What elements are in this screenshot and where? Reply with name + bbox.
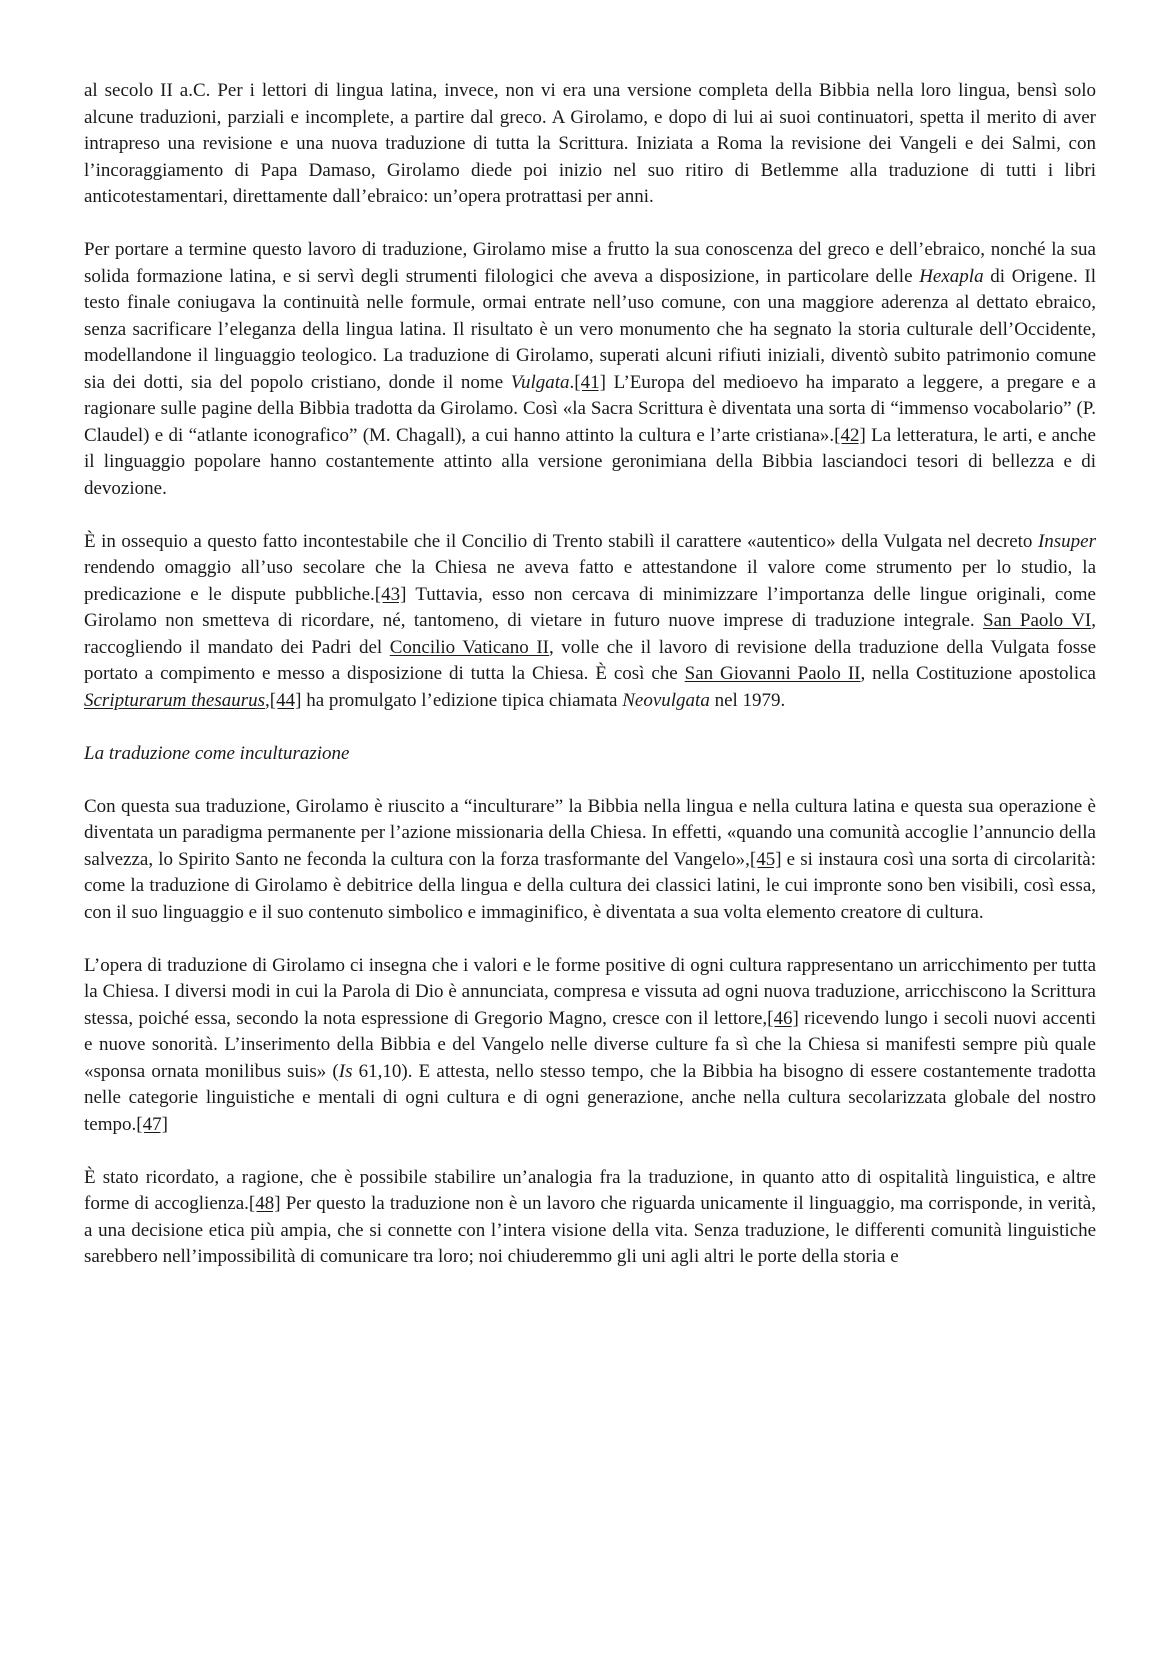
footnote-link[interactable]: [48] [248, 1193, 281, 1214]
paragraph-text: nel 1979. [709, 689, 786, 711]
italic-text: Hexapla [919, 265, 984, 287]
footnote-link[interactable]: [45] [749, 848, 782, 870]
footnote-link[interactable]: [43] [374, 583, 407, 605]
paragraph-text: ricevendo lungo i secoli nuovi accenti e nuove sonorità. L’inserimento della Bibbia e del Vangelo nelle diverse culture fa sì che la Chiesa si manifesti sempre più quale «sponsa ornata monilibus suis» ( [84, 1007, 1096, 1082]
paragraph-text: 61,10). E attesta, nello stesso tempo, che la Bibbia ha bisogno di essere costantemente tradotta nelle categorie linguistiche e mentali di ogni cultura e di ogni generazione, anche nella cultura secolarizzata globale del nostro tempo. [84, 1060, 1096, 1135]
footnote-link[interactable]: [47] [136, 1113, 168, 1135]
paragraph [84, 237, 1096, 502]
italic-text: Neovulgata [622, 689, 710, 711]
paragraph-text: L’opera di traduzione di Girolamo ci insegna che i valori e le forme positive di ogni cultura rappresentano un arricchimento per tutta la Chiesa. I diversi modi in cui la Parola di Dio è annunciata, compresa e vissuta ad ogni nuova traduzione, arricchiscono la Scrittura stessa, poiché essa, secondo la nota espressione di Gregorio Magno, cresce con il lettore, [84, 954, 1096, 1029]
paragraph-text: , raccogliendo il mandato dei Padri del [84, 610, 1096, 658]
paragraph-text: È stato ricordato, a ragione, che è possibile stabilire un’analogia fra la traduzione, in quanto atto di ospitalità linguistica, e altre forme di accoglienza. [84, 1166, 1096, 1214]
paragraph [84, 953, 1096, 1139]
paragraph-text: ha promulgato l’edizione tipica chiamata [301, 689, 623, 711]
italic-text: Insuper [1037, 530, 1096, 552]
document-body [84, 78, 1096, 1297]
section-heading-text: La traduzione come inculturazione [84, 742, 350, 764]
footnote-link[interactable]: [41] [574, 371, 606, 393]
footnote-link[interactable]: [44] [269, 689, 302, 711]
paragraph-text: di Origene. Il testo finale coniugava la continuità nelle formule, ormai entrate nell’uso comune, con una maggiore aderenza al dettato ebraico, senza sacrificare l’eleganza della lingua latina. Il risultato è un vero monumento che ha segnato la storia culturale dell’Occidente, modellandone il linguaggio teologico. La traduzione di Girolamo, superati alcuni rifiuti iniziali, diventò subito patrimonio comune sia dei dotti, sia del popolo cristiano, donde il nome [84, 265, 1096, 393]
footnote-link[interactable]: [46] [767, 1007, 799, 1029]
paragraph-text: al secolo II a.C. Per i lettori di lingua latina, invece, non vi era una versione completa della Bibbia nella loro lingua, bensì solo alcune traduzioni, parziali e incomplete, a partire dal greco. A Girolamo, e dopo di lui ai suoi continuatori, spetta il merito di aver intrapreso una revisione e una nuova traduzione di tutta la Scrittura. Iniziata a Roma la revisione dei Vangeli e dei Salmi, con l’incoraggiamento di Papa Damaso, Girolamo diede poi inizio nel suo ritiro di Betlemme alla traduzione di tutti i libri anticotestamentari, direttamente dall’ebraico: un’opera protrattasi per anni. [84, 80, 1096, 207]
paragraph-text: , nella Costituzione apostolica [860, 663, 1096, 684]
paragraph-text: , volle che il lavoro di revisione della traduzione della Vulgata fosse portato a compimento e messo a disposizione di tutta la Chiesa. È così che [84, 636, 1096, 684]
paragraph-text: La letteratura, le arti, e anche il linguaggio popolare hanno costantemente attinto alla versione geronimiana della Bibbia lasciandoci tesori di bellezza e di devozione. [84, 424, 1096, 499]
italic-text: Is [338, 1060, 353, 1082]
paragraph-text: L’Europa del medioevo ha imparato a leggere, a pregare e a ragionare sulle pagine della Bibbia tradotta da Girolamo. Così «la Sacra Scrittura è diventata una sorta di “immenso vocabolario” (P. Claudel) e di “atlante iconografico” (M. Chagall), a cui hanno attinto la cultura e l’arte cristiana». [84, 371, 1096, 446]
reference-link[interactable]: Concilio Vaticano II [389, 636, 549, 658]
paragraph-text: rendendo omaggio all’uso secolare che la Chiesa ne aveva fatto e attestandone il valore come strumento per lo studio, la predicazione e le dispute pubbliche. [84, 557, 1096, 605]
paragraph-text: È in ossequio a questo fatto incontestabile che il Concilio di Trento stabilì il carattere «autentico» della Vulgata nel decreto [84, 530, 1038, 552]
paragraph-text: Per questo la traduzione non è un lavoro che riguarda unicamente il linguaggio, ma corrisponde, in verità, a una decisione etica più ampia, che si connette con l’intera visione della vita. Senza traduzione, le differenti comunità linguistiche sarebbero nell’impossibilità di comunicare tra loro; noi chiuderemmo gli uni agli altri le porte della storia e [84, 1193, 1096, 1267]
paragraph-text: . [569, 371, 575, 393]
reference-link[interactable]: Scripturarum thesaurus [84, 689, 266, 711]
paragraph [84, 1165, 1096, 1271]
italic-text: Vulgata [510, 371, 570, 393]
section-heading [84, 741, 1096, 768]
reference-link[interactable]: San Paolo VI [983, 610, 1092, 631]
paragraph [84, 78, 1096, 211]
paragraph [84, 529, 1096, 715]
paragraph [84, 794, 1096, 927]
footnote-link[interactable]: [42] [834, 424, 866, 446]
reference-link[interactable]: San Giovanni Paolo II [684, 663, 861, 684]
paragraph-text: Per portare a termine questo lavoro di traduzione, Girolamo mise a frutto la sua conoscenza del greco e dell’ebraico, nonché la sua solida formazione latina, e si servì degli strumenti filologici che aveva a disposizione, in particolare delle [84, 239, 1096, 287]
paragraph-text: Tuttavia, esso non cercava di minimizzare l’importanza delle lingue originali, come Girolamo non smetteva di ricordare, né, tantomeno, di vietare in futuro nuove imprese di traduzione integrale. [84, 583, 1096, 631]
paragraph-text: , [265, 689, 270, 711]
paragraph-text: e si instaura così una sorta di circolarità: come la traduzione di Girolamo è debitrice della lingua e della cultura dei classici latini, le cui impronte sono ben visibili, così essa, con il suo linguaggio e il suo contenuto simbolico e immaginifico, è diventata a sua volta elemento creatore di cultura. [84, 848, 1096, 923]
paragraph-text: Con questa sua traduzione, Girolamo è riuscito a “inculturare” la Bibbia nella lingua e nella cultura latina e questa sua operazione è diventata un paradigma permanente per l’azione missionaria della Chiesa. In effetti, «quando una comunità accoglie l’annuncio della salvezza, lo Spirito Santo ne feconda la cultura con la forza trasformante del Vangelo», [84, 795, 1096, 870]
